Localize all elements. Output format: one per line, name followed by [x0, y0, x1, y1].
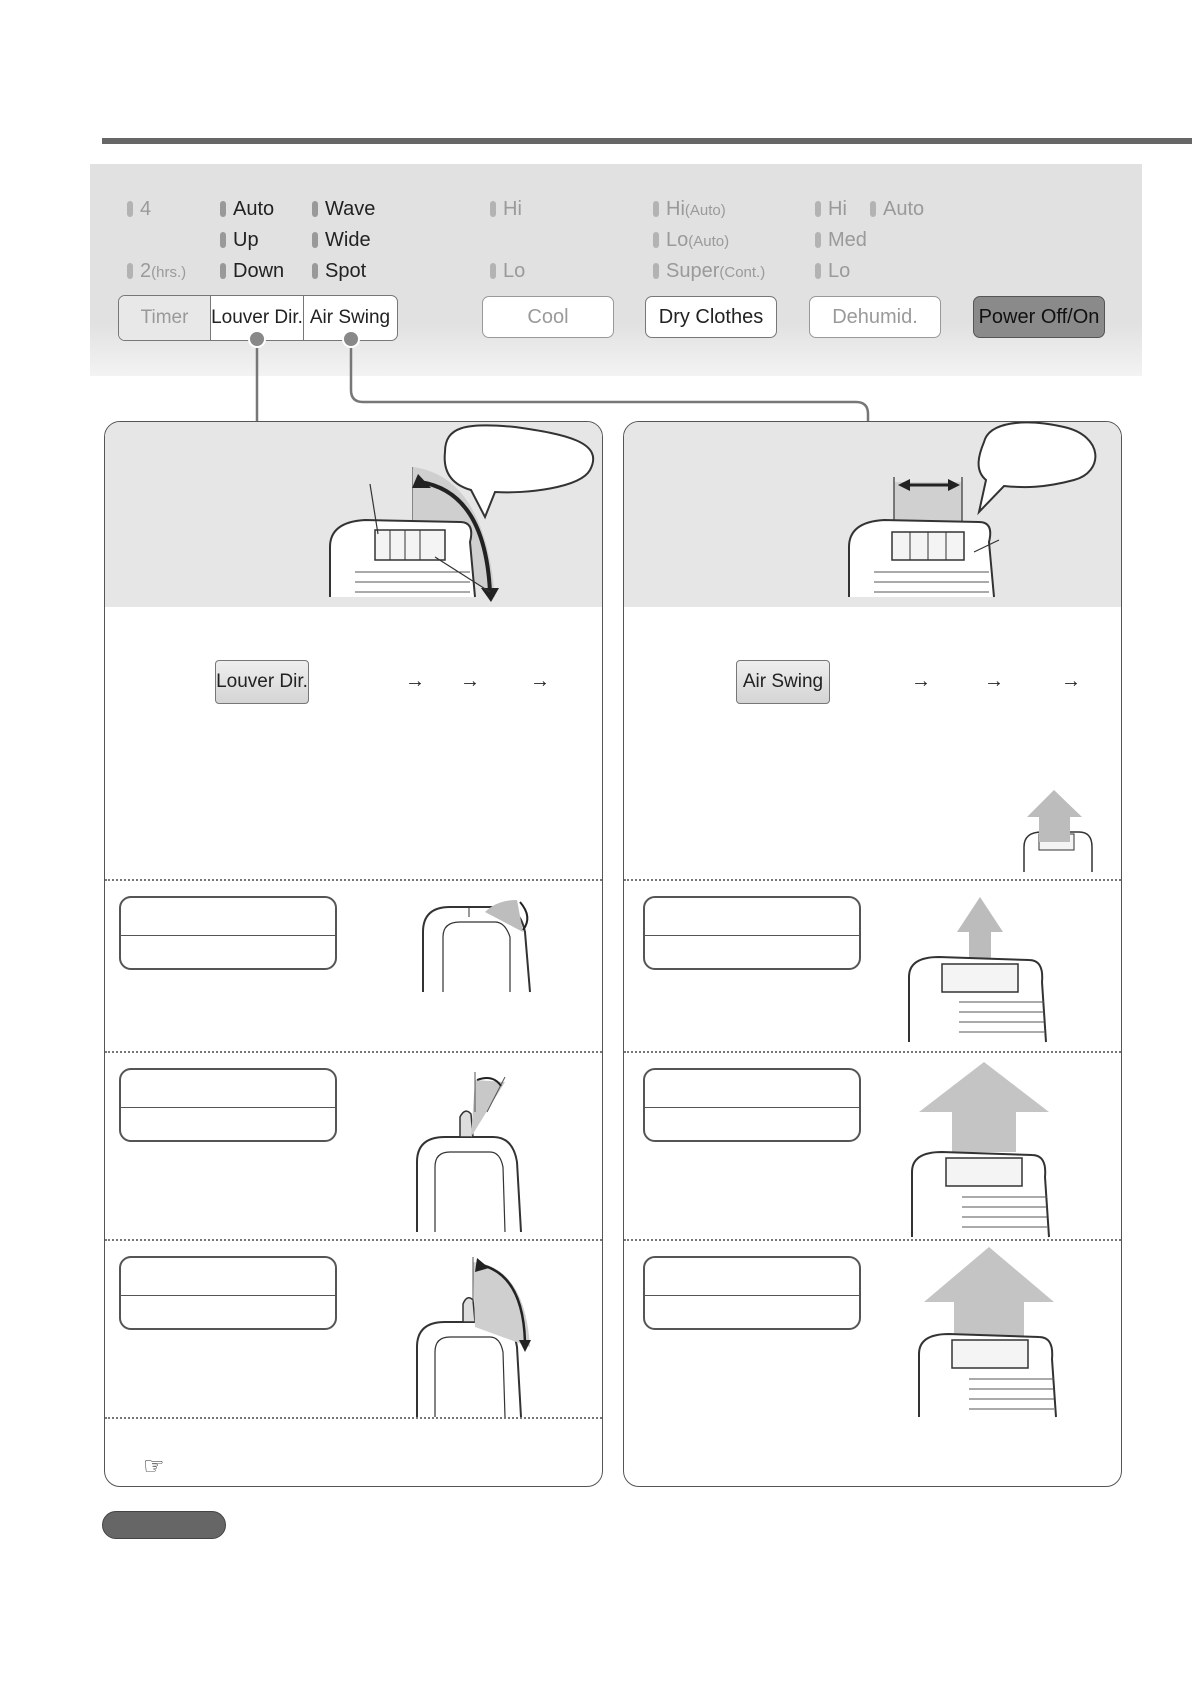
louver-indicator-auto: Auto [220, 198, 274, 221]
swing-auto-illustration [624, 782, 1122, 882]
dry-indicator-hi: Hi(Auto) [653, 198, 726, 221]
air-swing-mini-button[interactable]: Air Swing [736, 660, 830, 704]
louver-top-illustration [105, 422, 603, 622]
louver-dir-mini-button[interactable]: Louver Dir. [215, 660, 309, 704]
swing-indicator-spot: Spot [312, 260, 366, 283]
dry-indicator-super: Super(Cont.) [653, 260, 765, 283]
dehumid-indicator-hi: Hi [815, 198, 847, 221]
cool-indicator-lo: Lo [490, 260, 525, 283]
swing-arrow-3: → [1061, 670, 1081, 692]
swing-arrow-1: → [911, 670, 931, 692]
dry-clothes-button[interactable]: Dry Clothes [645, 296, 777, 338]
note-pill [102, 1511, 226, 1539]
pointing-hand-icon: ☞ [143, 1453, 165, 1480]
swing-indicator-wave: Wave [312, 198, 375, 221]
cool-indicator-hi: Hi [490, 198, 522, 221]
air-swing-button[interactable]: Air Swing [309, 307, 391, 328]
swing-divider-3 [624, 1239, 1121, 1241]
louver-arrow-2: → [460, 670, 480, 692]
swing-spot-illustration [624, 1242, 1122, 1422]
louver-arrow-1: → [405, 670, 425, 692]
louver-connector-dot [248, 330, 266, 348]
louver-arrow-3: → [530, 670, 550, 692]
cool-button[interactable]: Cool [482, 296, 614, 338]
louver-indicator-up: Up [220, 229, 259, 252]
dehumid-indicator-lo: Lo [815, 260, 850, 283]
louver-auto-illustration [105, 882, 603, 1052]
timer-indicator-4: 4 [127, 198, 151, 221]
swing-wave-illustration [624, 882, 1122, 1052]
louver-divider-4 [105, 1417, 602, 1419]
swing-connector-dot [342, 330, 360, 348]
timer-button[interactable]: Timer [119, 296, 211, 340]
dehumid-indicator-auto: Auto [870, 198, 924, 221]
swing-top-illustration [624, 422, 1122, 622]
swing-indicator-wide: Wide [312, 229, 371, 252]
louver-divider-1 [105, 879, 602, 881]
louver-indicator-down: Down [220, 260, 284, 283]
louver-divider-3 [105, 1239, 602, 1241]
louver-up-illustration [105, 1052, 603, 1242]
power-button[interactable]: Power Off/On [973, 296, 1105, 338]
swing-divider-1 [624, 879, 1121, 881]
air-swing-section [623, 421, 1122, 1487]
dehumid-indicator-med: Med [815, 229, 867, 252]
louver-down-illustration [105, 1242, 603, 1422]
swing-wide-illustration [624, 1052, 1122, 1242]
timer-indicator-2: 2(hrs.) [127, 260, 186, 283]
dry-indicator-lo: Lo(Auto) [653, 229, 729, 252]
swing-arrow-2: → [984, 670, 1004, 692]
louver-section [104, 421, 603, 1487]
dehumid-button[interactable]: Dehumid. [809, 296, 941, 338]
louver-dir-button[interactable]: Louver Dir. [211, 296, 304, 340]
